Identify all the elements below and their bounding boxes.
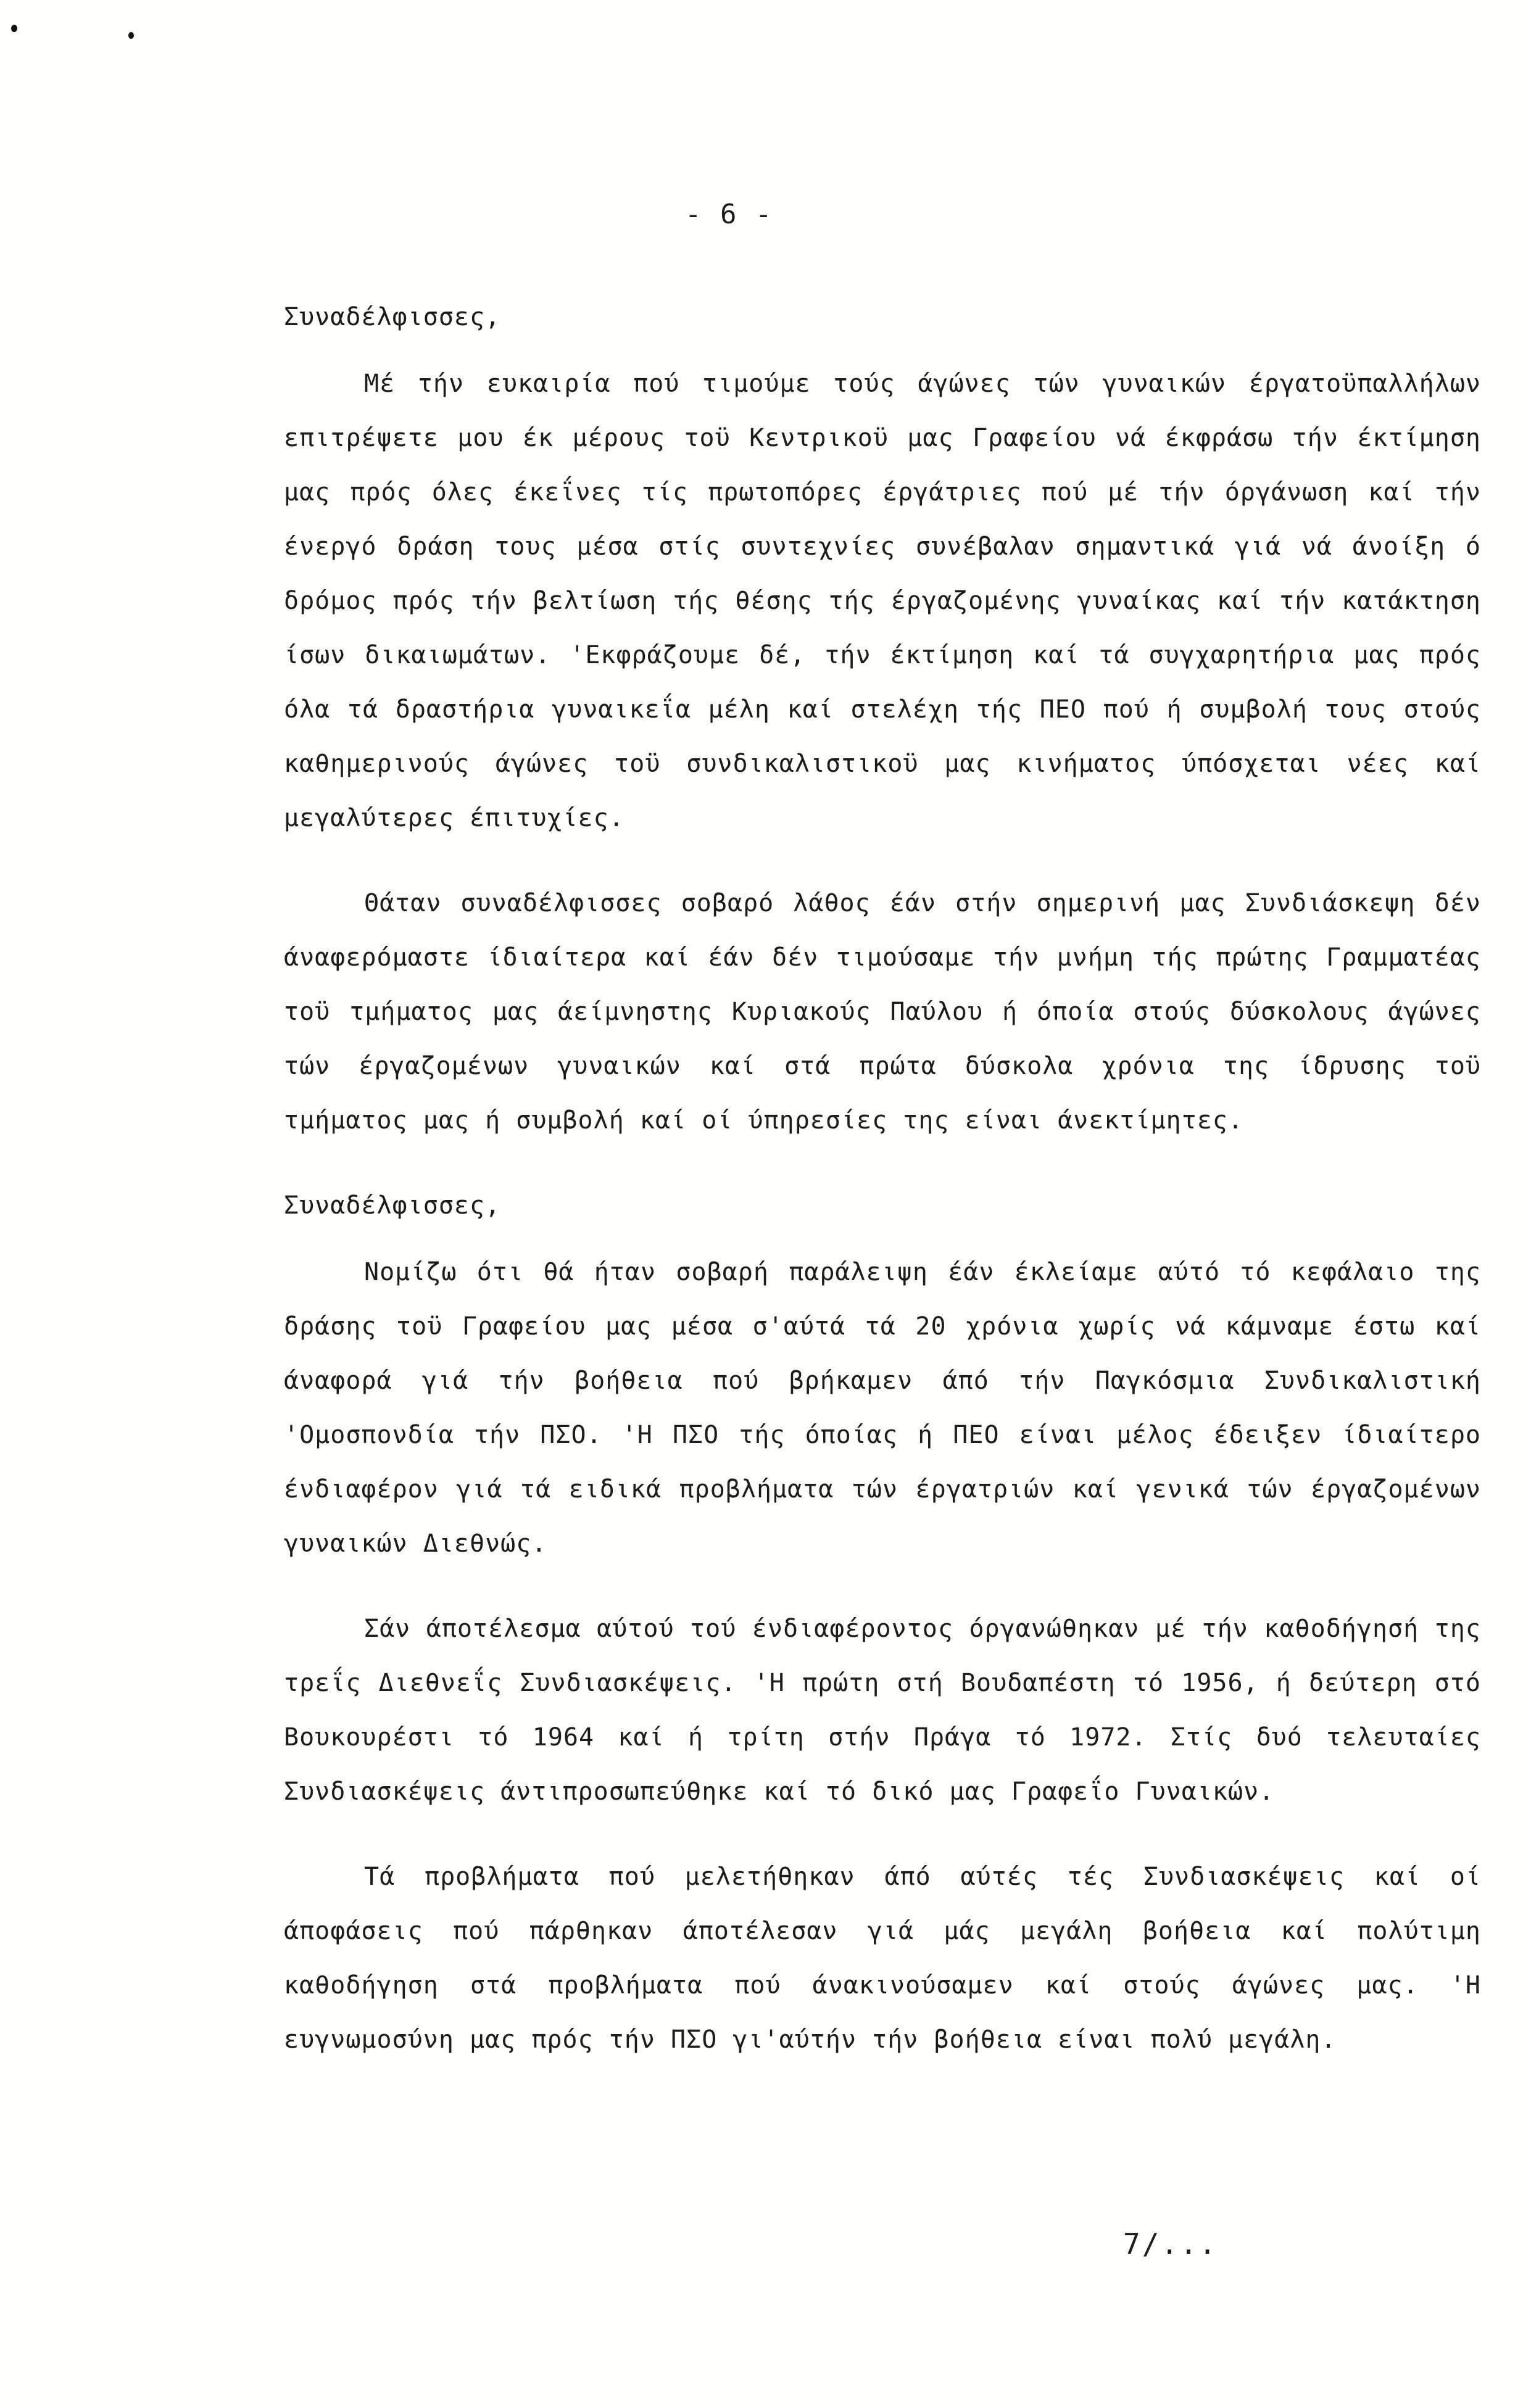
letter-body	[284, 290, 1481, 2067]
paragraph: Τά προβλήματα πού μελετήθηκαν άπό αύτές τές Συνδιασκέψεις καί οί άποφάσεις πού πάρθηκαν άποτέλεσαν γιά μάς μεγάλη βοήθεια καί πολύτιμη καθοδήγηση στά προβλήματα πού άνακινούσαμεν καί στούς άγώνες μας. 'Η ευγνωμοσύνη μας πρός τήν ΠΣΟ γι'αύτήν τήν βοήθεια είναι πολύ μεγάλη.	[284, 1863, 1481, 2054]
margin-speck	[128, 32, 134, 39]
paragraph: Σάν άποτέλεσμα αύτού τού ένδιαφέροντος όργανώθηκαν μέ τήν καθοδήγησή της τρεΐς Διεθνεΐς Συνδιασκέψεις. 'Η πρώτη στή Βουδαπέστη τό 1956, ή δεύτερη στό Βουκουρέστι τό 1964 καί ή τρίτη στήν Πράγα τό 1972. Στίς δυό τελευταίες Συνδιασκέψεις άντιπροσωπεύθηκε καί τό δικό μας Γραφεΐο Γυναικών.	[284, 1615, 1481, 1806]
paragraph: Μέ τήν ευκαιρία πού τιμούμε τούς άγώνες τών γυναικών έργατοϋπαλλήλων επιτρέψετε μου έκ μέρους τοϋ Κεντρικοϋ μας Γραφείου νά έκφράσω τήν έκτίμηση μας πρός όλες έκεΐνες τίς πρωτοπόρες έργάτριες πού μέ τήν όργάνωση καί τήν ένεργό δράση τους μέσα στίς συντεχνίες συνέβαλαν σημαντικά γιά νά άνοίξη ό δρόμος πρός τήν βελτίωση τής θέσης τής έργαζομένης γυναίκας καί τήν κατάκτηση ίσων δικαιωμάτων. 'Εκφράζουμε δέ, τήν έκτίμηση καί τά συγχαρητήρια μας πρός όλα τά δραστήρια γυναικεΐα μέλη καί στελέχη τής ΠΕΟ πού ή συμβολή τους στούς καθημερινούς άγώνες τοϋ συνδικαλιστικοϋ μας κινήματος ύπόσχεται νέες καί μεγαλύτερες έπιτυχίες.	[284, 370, 1481, 832]
salutation: Συναδέλφισσες,	[284, 1191, 501, 1220]
salutation: Συναδέλφισσες,	[284, 303, 501, 331]
paragraph: Θάταν συναδέλφισσες σοβαρό λάθος έάν στήν σημερινή μας Συνδιάσκεψη δέν άναφερόμαστε ίδιαίτερα καί έάν δέν τιμούσαμε τήν μνήμη τής πρώτης Γραμματέας τοϋ τμήματος μας άείμνηστης Κυριακούς Παύλου ή όποία στούς δύσκολους άγώνες τών έργαζομένων γυναικών καί στά πρώτα δύσκολα χρόνια της ίδρυσης τοϋ τμήματος μας ή συμβολή καί οί ύπηρεσίες της είναι άνεκτίμητες.	[284, 889, 1481, 1135]
margin-speck	[11, 25, 17, 32]
paragraph: Νομίζω ότι θά ήταν σοβαρή παράλειψη έάν έκλείαμε αύτό τό κεφάλαιο της δράσης τοϋ Γραφείου μας μέσα σ'αύτά τά 20 χρόνια χωρίς νά κάμναμε έστω καί άναφορά γιά τήν βοήθεια πού βρήκαμεν άπό τήν Παγκόσμια Συνδικαλιστική 'Ομοσπονδία τήν ΠΣΟ. 'Η ΠΣΟ τής όποίας ή ΠΕΟ είναι μέλος έδειξεν ίδιαίτερο ένδιαφέρον γιά τά ειδικά προβλήματα τών έργατριών καί γενικά τών έργαζομένων γυναικών Διεθνώς.	[284, 1258, 1481, 1558]
page-number: - 6 -	[685, 199, 773, 230]
continuation-marker: 7/...	[1123, 2227, 1218, 2261]
